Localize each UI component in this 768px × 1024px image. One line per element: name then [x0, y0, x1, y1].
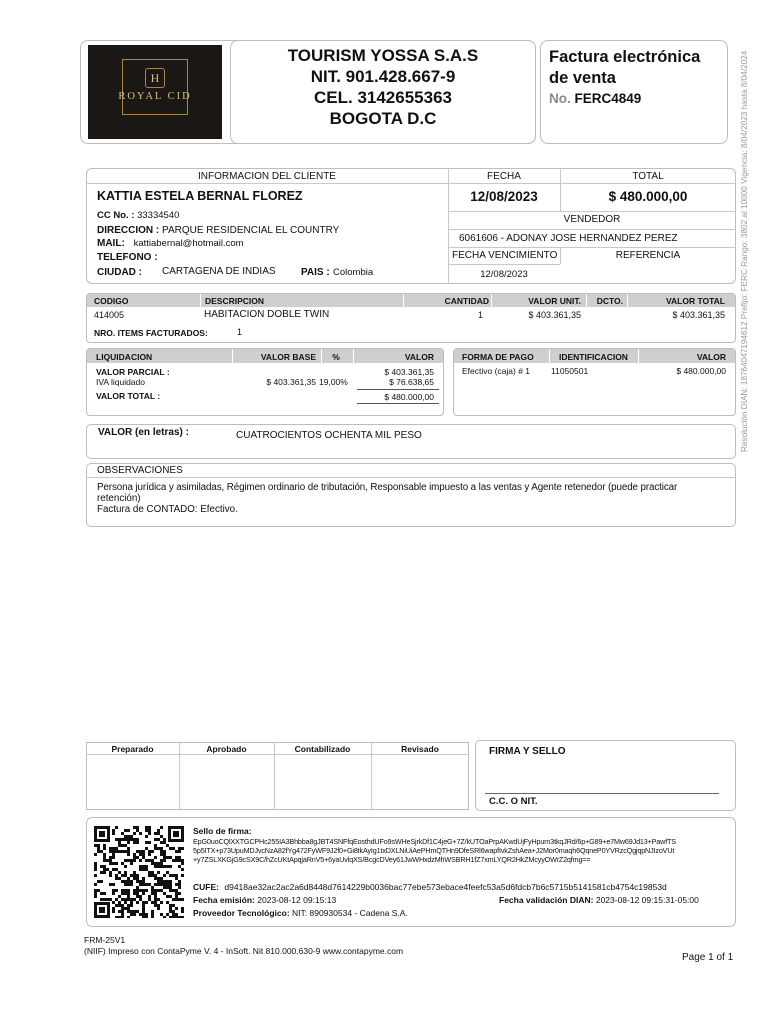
company-logo: [88, 45, 222, 139]
sello-line2: 5p5ITX+p73UpuMDJvcNzA82fYg472FyWF9J2f0+Gi8tkAyIg1txDXLNiUiAePHmQTHn9DfeSRl6wapfIvkZshAea+J2Mor0maqh6QqneP0YVRzcQgjqpNJIzoVUt: [193, 846, 675, 855]
referencia-label: REFERENCIA: [615, 250, 681, 261]
liq-total-label: VALOR TOTAL :: [96, 391, 161, 401]
pago-col-valor: VALOR: [696, 352, 726, 362]
col-cantidad: CANTIDAD: [444, 296, 489, 306]
observaciones-line2: retención): [97, 493, 141, 504]
fecha-header: FECHA: [487, 171, 521, 182]
client-ciudad: CARTAGENA DE INDIAS: [162, 266, 276, 277]
col-dcto: DCTO.: [596, 296, 623, 306]
liq-parcial-label: VALOR PARCIAL :: [96, 367, 170, 377]
item-descripcion: HABITACION DOBLE TWIN: [204, 309, 330, 320]
vencimiento-value: 12/08/2023: [480, 269, 528, 280]
invoice-title: Factura electrónica de venta No. FERC4849: [549, 48, 701, 106]
liq-col-base: VALOR BASE: [260, 352, 316, 362]
vendedor-label: VENDEDOR: [563, 214, 621, 225]
approval-preparado: Preparado: [111, 744, 154, 754]
vendedor-value: 6061606 - ADONAY JOSE HERNANDEZ PEREZ: [459, 233, 678, 244]
company-city: BOGOTA D.C: [329, 109, 437, 128]
footer-form: FRM-25V1: [84, 935, 126, 945]
items-count: 1: [237, 327, 243, 337]
fecha-value: 12/08/2023: [470, 189, 538, 204]
pago-col-forma: FORMA DE PAGO: [462, 352, 534, 362]
col-valor-unit: VALOR UNIT.: [528, 296, 581, 306]
client-header: INFORMACION DEL CLIENTE: [198, 171, 336, 182]
total-header: TOTAL: [632, 171, 664, 182]
company-nit: NIT. 901.428.667-9: [310, 67, 456, 86]
liq-parcial-value: $ 403.361,35: [384, 367, 434, 377]
table-row: [86, 309, 736, 323]
liq-iva-label: IVA liquidado: [96, 377, 145, 387]
client-mail: MAIL: kattiabernal@hotmail.com: [97, 238, 244, 249]
company-cel: CEL. 3142655363: [314, 88, 452, 107]
client-name: KATTIA ESTELA BERNAL FLOREZ: [97, 189, 303, 203]
liq-col-valor: VALOR: [404, 352, 434, 362]
company-name: TOURISM YOSSA S.A.S: [287, 46, 479, 65]
observaciones-line3: Factura de CONTADO: Efectivo.: [97, 504, 238, 515]
observaciones-label: OBSERVACIONES: [97, 465, 183, 476]
qr-code-icon: [94, 826, 184, 918]
pago-col-id: IDENTIFICACION: [559, 352, 628, 362]
proveedor: Proveedor Tecnológico: NIT: 890930534 - Cadena S.A.: [193, 908, 408, 918]
client-telefono: TELEFONO :: [97, 252, 158, 263]
liq-iva-value: $ 76.638,65: [389, 377, 434, 387]
company-info: [230, 45, 536, 129]
firma-cc-label: C.C. O NIT.: [489, 796, 538, 807]
liq-iva-pct: 19,00%: [319, 377, 348, 387]
fecha-validacion: Fecha validación DIAN: 2023-08-12 09:15:31-05:00: [499, 895, 699, 905]
item-valor-total: $ 403.361,35: [672, 310, 725, 320]
col-valor-total: VALOR TOTAL: [665, 296, 725, 306]
logo-text: ROYAL CID: [118, 91, 192, 102]
item-valor-unit: $ 403.361,35: [528, 310, 581, 320]
invoice-number: FERC4849: [574, 91, 642, 106]
total-value: $ 480.000,00: [608, 189, 688, 204]
item-cantidad: 1: [477, 310, 483, 320]
vencimiento-label: FECHA VENCIMIENTO: [452, 250, 558, 261]
letras-value: CUATROCIENTOS OCHENTA MIL PESO: [236, 430, 422, 441]
client-pais: Colombia: [333, 267, 374, 278]
pago-forma: Efectivo (caja) # 1: [462, 366, 531, 376]
item-codigo: 414005: [94, 310, 125, 320]
firma-label: FIRMA Y SELLO: [489, 746, 566, 757]
liq-iva-base: $ 403.361,35: [266, 377, 316, 387]
client-cc: CC No. : 33334540: [97, 210, 180, 221]
items-count-label: NRO. ITEMS FACTURADOS:: [94, 328, 208, 338]
pago-valor: $ 480.000,00: [676, 366, 726, 376]
invoice-number-label: No.: [549, 91, 571, 106]
client-direccion: DIRECCION : PARQUE RESIDENCIAL EL COUNTRY: [97, 225, 340, 236]
fecha-emision: Fecha emisión: 2023-08-12 09:15:13: [193, 895, 337, 905]
approval-aprobado: Aprobado: [206, 744, 247, 754]
cufe: CUFE: d9418ae32ac2ac2a6d8448d7614229b0036bac77ebe573ebace4feefc53a5d6fdcb7b6c5715b5141581cb4754c19853d: [193, 882, 667, 892]
sello-label: Sello de firma:: [193, 826, 252, 836]
liq-col-liquidacion: LIQUIDACION: [96, 352, 153, 362]
pago-id: 11050501: [551, 366, 589, 376]
client-ciudad-label: CIUDAD :: [97, 267, 142, 278]
approval-revisado: Revisado: [401, 744, 439, 754]
col-descripcion: DESCRIPCION: [205, 296, 265, 306]
liq-total-value: $ 480.000,00: [384, 392, 434, 402]
liq-col-pct: %: [332, 352, 340, 362]
logo-emblem: H: [145, 68, 165, 88]
col-codigo: CODIGO: [94, 296, 129, 306]
observaciones-box: [86, 463, 736, 527]
letras-label: VALOR (en letras) :: [98, 427, 189, 438]
footer-page: Page 1 of 1: [682, 952, 734, 963]
observaciones-line1: Persona jurídica y asimiladas, Régimen ordinario de tributación, Responsable impuesto a las ventas y Agente retenedor (puede practicar: [97, 482, 678, 493]
sello-line1: EpG0uoCQlXXTGCPHc255IA3Bhbba8gJBT4SNFfqEosthdUFo9sWHeSjrkDf1C4jeG+7Z/kUTOaPrpAKwdUjFyHpurn3tkqJRd/6p+G89+e7Mw69Jd13+PawfTS: [193, 837, 676, 846]
footer-printed: (NIIF) Impreso con ContaPyme V. 4 - InSoft. Nit 810.000.630-9 www.contapyme.com: [84, 946, 404, 956]
sello-line3: +y7ZSLXKGjG9cSX9C/hZcUKtApqjaRnV5+6yaUvlqXS/BcgcDVey61JwWHxdzMhWSBRH1fZ7xmLYQR2HkZMcyyOWrZ2qfmg==: [193, 855, 591, 864]
client-pais-label: PAIS :: [301, 267, 330, 278]
approval-contabilizado: Contabilizado: [294, 744, 351, 754]
